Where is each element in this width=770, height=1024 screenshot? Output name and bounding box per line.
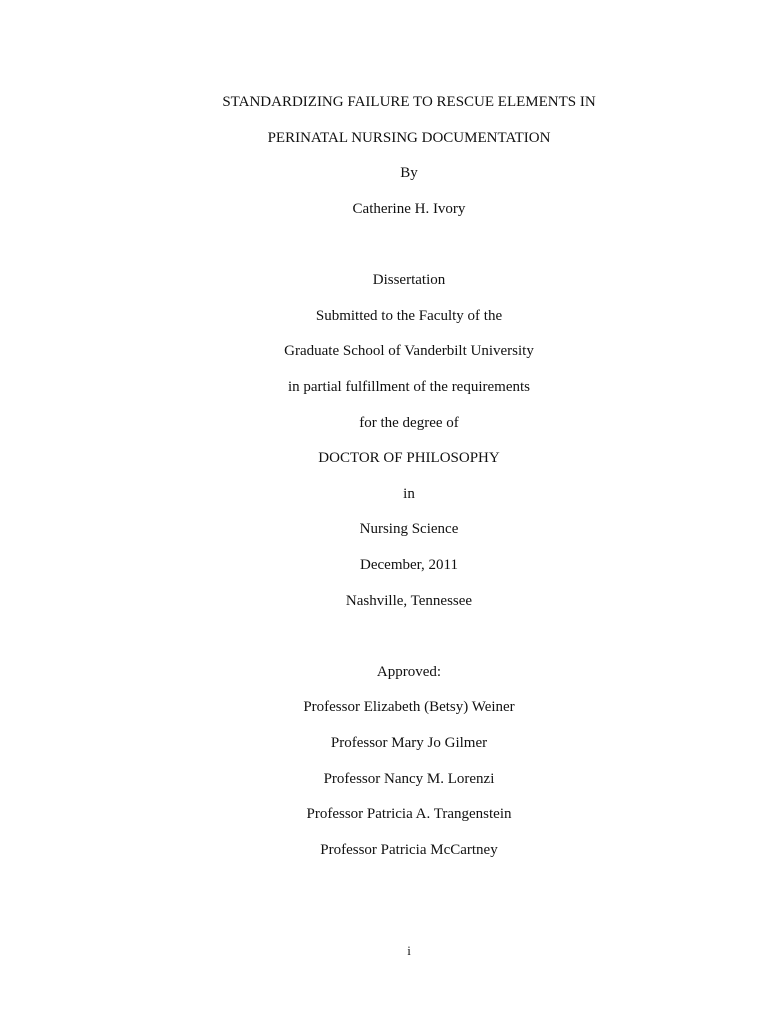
submission-line-2: Graduate School of Vanderbilt University	[284, 343, 534, 359]
location: Nashville, Tennessee	[345, 593, 473, 609]
degree: DOCTOR OF PHILOSOPHY	[318, 450, 500, 466]
committee-member: Professor Elizabeth (Betsy) Weiner	[303, 699, 515, 715]
committee-member: Professor Mary Jo Gilmer	[330, 735, 488, 751]
submission-line-1: Submitted to the Faculty of the	[315, 308, 503, 324]
title-line-1: STANDARDIZING FAILURE TO RESCUE ELEMENTS IN	[222, 94, 596, 110]
date: December, 2011	[360, 557, 458, 573]
page-number: i	[407, 943, 411, 958]
author-name: Catherine H. Ivory	[352, 201, 466, 217]
field-of-study: Nursing Science	[359, 521, 459, 537]
submission-line-4: for the degree of	[359, 415, 459, 431]
committee-member: Professor Nancy M. Lorenzi	[323, 771, 495, 787]
title-line-2: PERINATAL NURSING DOCUMENTATION	[267, 130, 551, 146]
document-type: Dissertation	[372, 272, 446, 288]
in-label: in	[403, 486, 415, 502]
approved-label: Approved:	[376, 664, 442, 680]
committee-member: Professor Patricia A. Trangenstein	[306, 806, 512, 822]
by-label: By	[400, 165, 418, 181]
committee-member: Professor Patricia McCartney	[320, 842, 498, 858]
submission-line-3: in partial fulfillment of the requirements	[287, 379, 530, 395]
